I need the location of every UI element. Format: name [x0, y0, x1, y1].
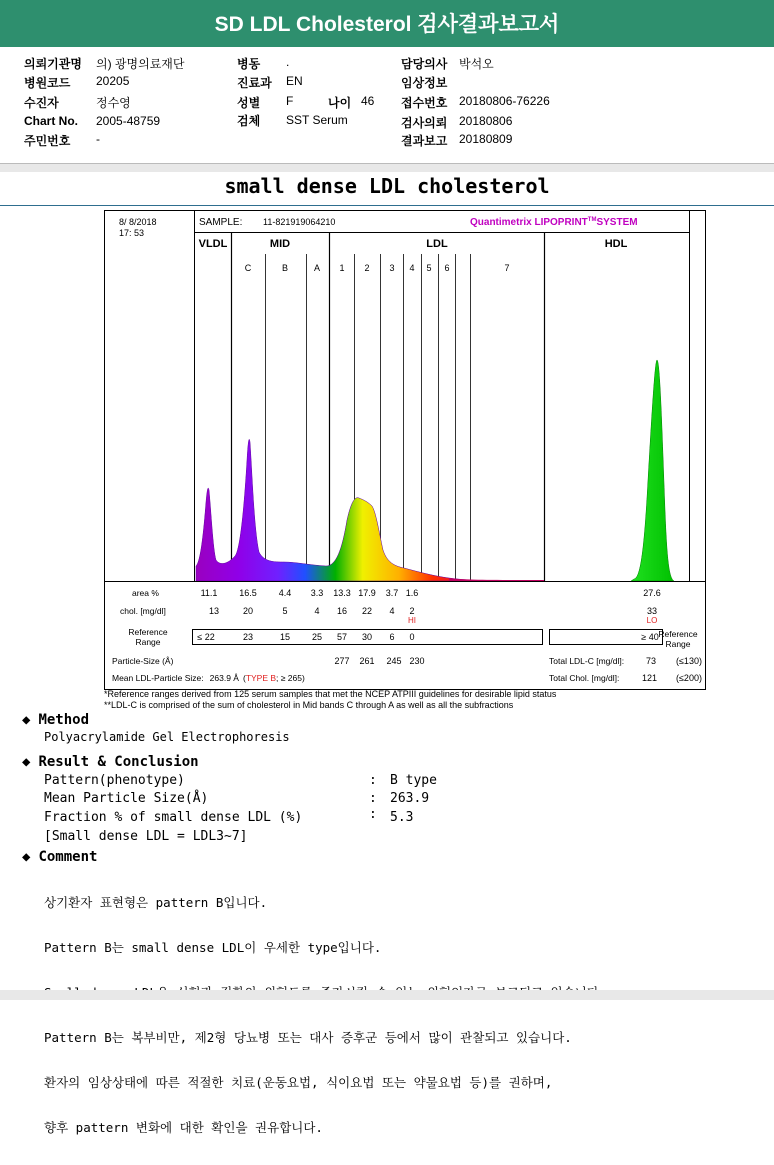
method-heading: Method	[38, 712, 90, 728]
band-c: C	[244, 263, 252, 273]
group-vldl: VLDL	[198, 238, 228, 250]
mean-size-value: 263.9	[390, 791, 430, 806]
chol-hdl: 33	[646, 606, 658, 616]
band-6: 6	[444, 263, 450, 273]
band-5: 5	[426, 263, 432, 273]
result-section	[22, 754, 437, 849]
patient-info	[0, 47, 774, 164]
group-hdl: HDL	[604, 238, 628, 250]
total-ldl-label: Total LDL-C [mg/dl]:	[549, 656, 625, 666]
chol-4: 2	[409, 606, 415, 616]
brand-name: Quantimetrix LIPOPRINT™SYSTEM	[470, 217, 638, 228]
value-institution: 의) 광명의료재단	[96, 57, 185, 71]
total-chol-ref: (≤200)	[676, 673, 702, 683]
ref-c: 23	[242, 632, 254, 642]
mean-size-label: Mean Particle Size(Å)	[44, 791, 209, 806]
section-underline	[0, 205, 774, 206]
ref-vldl: ≤ 22	[197, 632, 215, 642]
hi-flag: HI	[408, 616, 416, 625]
ref-label-right-2: Range	[665, 639, 691, 649]
mean-size: Mean LDL-Particle Size: 263.9 Å (TYPE B; ≥ 265)	[112, 673, 305, 683]
band-1: 1	[339, 263, 345, 273]
area-4: 1.6	[405, 588, 419, 598]
ref-hdl: ≥ 40	[641, 632, 659, 642]
comment-line: Pattern B는 small dense LDL이 우세한 type입니다.	[44, 940, 382, 955]
label-sex: 성별	[237, 96, 261, 110]
value-receipt-no: 20180806-76226	[459, 94, 550, 108]
total-ldl-ref: (≤130)	[676, 656, 702, 666]
colon: :	[369, 773, 377, 788]
chol-b: 5	[282, 606, 288, 616]
report-title: SD LDL Cholesterol 검사결과보고서	[0, 0, 774, 47]
value-sex: F	[286, 94, 294, 108]
lipoprint-report	[104, 210, 706, 690]
label-department: 진료과	[237, 76, 272, 90]
label-patient: 수진자	[24, 96, 59, 110]
label-chart-no: Chart No.	[24, 114, 78, 128]
value-chart-no: 2005-48759	[96, 114, 161, 128]
pattern-label: Pattern(phenotype)	[44, 773, 185, 788]
label-resident-no: 주민번호	[24, 134, 71, 148]
label-institution: 의뢰기관명	[24, 57, 82, 71]
ref-label-right-1: Reference	[658, 629, 698, 639]
band-b: B	[281, 263, 289, 273]
value-age: 46	[361, 94, 375, 108]
particle-label: Particle-Size (Å)	[112, 656, 174, 666]
value-ward: .	[286, 55, 290, 69]
footnote-1: *Reference ranges derived from 125 serum samples that met the NCEP ATPIII guidelines for desirable lipid status	[104, 689, 557, 699]
lo-flag: LO	[646, 616, 658, 625]
ref-b: 15	[279, 632, 291, 642]
chol-1: 16	[336, 606, 348, 616]
colon: :	[369, 791, 377, 806]
chol-vldl: 13	[208, 606, 220, 616]
label-age: 나이	[328, 96, 352, 110]
diamond-icon: ◆	[22, 712, 31, 728]
area-c: 16.5	[239, 588, 257, 598]
band-2: 2	[364, 263, 370, 273]
chol-a: 4	[314, 606, 320, 616]
ref-a: 25	[311, 632, 323, 642]
area-vldl: 11.1	[200, 588, 218, 598]
chol-2: 22	[361, 606, 373, 616]
area-label: area %	[132, 588, 159, 598]
chol-c: 20	[242, 606, 254, 616]
method-section	[22, 712, 290, 744]
value-patient: 정수영	[96, 96, 131, 110]
comment-line: 환자의 임상상태에 따른 적절한 치료(운동요법, 식이요법 또는 약물요법 등)를 권하며,	[44, 1075, 553, 1090]
diamond-icon: ◆	[22, 754, 31, 770]
ref-3: 6	[389, 632, 395, 642]
value-resident-no: -	[96, 132, 100, 146]
pattern-value: B type	[390, 773, 437, 788]
particle-2: 261	[359, 656, 375, 666]
particle-4: 230	[409, 656, 425, 666]
report-date: 8/ 8/2018	[119, 217, 157, 227]
fraction-label: Fraction % of small dense LDL (%)	[44, 810, 303, 825]
sample-label: SAMPLE:	[199, 217, 243, 228]
group-ldl: LDL	[426, 238, 448, 250]
ref-label-2: Range	[135, 637, 161, 647]
band-a: A	[313, 263, 321, 273]
area-hdl: 27.6	[643, 588, 661, 598]
small-dense-note: [Small dense LDL = LDL3~7]	[44, 829, 248, 844]
particle-1: 277	[334, 656, 350, 666]
method-text: Polyacrylamide Gel Electrophoresis	[44, 730, 290, 744]
fraction-value: 5.3	[390, 810, 414, 825]
value-result-report: 20180809	[459, 132, 513, 146]
label-hospital-code: 병원코드	[24, 76, 71, 90]
band-4: 4	[409, 263, 415, 273]
ref-2: 30	[361, 632, 373, 642]
comment-heading: Comment	[38, 849, 98, 865]
band-3: 3	[389, 263, 395, 273]
area-3: 3.7	[385, 588, 399, 598]
value-department: EN	[286, 74, 303, 88]
label-result-report: 결과보고	[401, 134, 448, 148]
area-2: 17.9	[358, 588, 376, 598]
bottom-bar	[0, 990, 774, 1000]
value-doctor: 박석오	[459, 57, 494, 71]
footnote-2: **LDL-C is comprised of the sum of cholesterol in Mid bands C through A as well as all the subfractions	[104, 700, 514, 710]
chol-3: 4	[389, 606, 395, 616]
area-1: 13.3	[333, 588, 351, 598]
comment-line: 상기환자 표현형은 pattern B입니다.	[44, 895, 268, 910]
footnotes	[104, 689, 556, 711]
band-7: 7	[504, 263, 510, 273]
comment-line: 향후 pattern 변화에 대한 확인을 권유합니다.	[44, 1120, 323, 1135]
label-ward: 병동	[237, 57, 261, 71]
ref-1: 57	[336, 632, 348, 642]
value-hospital-code: 20205	[96, 74, 130, 88]
area-b: 4.4	[278, 588, 292, 598]
section-title: small dense LDL cholesterol	[224, 174, 550, 198]
sample-value: 11-821919064210	[263, 217, 336, 227]
value-specimen: SST Serum	[286, 113, 348, 127]
label-specimen: 검체	[237, 114, 261, 128]
group-mid: MID	[269, 238, 291, 250]
result-heading: Result & Conclusion	[38, 754, 199, 770]
separator-bar	[0, 164, 774, 172]
total-chol-value: 121	[642, 673, 658, 683]
label-clinical-info: 임상정보	[401, 76, 448, 90]
particle-3: 245	[386, 656, 402, 666]
value-test-request: 20180806	[459, 114, 513, 128]
comment-section	[22, 849, 606, 1165]
label-doctor: 담당의사	[401, 57, 448, 71]
chol-label: chol. [mg/dl]	[120, 606, 166, 616]
ref-4: 0	[409, 632, 415, 642]
comment-line: Pattern B는 복부비만, 제2형 당뇨병 또는 대사 증후군 등에서 많이 관찰되고 있습니다.	[44, 1030, 572, 1045]
diamond-icon: ◆	[22, 849, 31, 865]
label-receipt-no: 접수번호	[401, 96, 448, 110]
colon: :	[369, 807, 377, 822]
area-a: 3.3	[310, 588, 324, 598]
total-chol-label: Total Chol. [mg/dl]:	[549, 673, 620, 683]
ref-label-1: Reference	[128, 627, 168, 637]
total-ldl-value: 73	[646, 656, 657, 666]
label-test-request: 검사의뢰	[401, 116, 448, 130]
report-time: 17: 53	[119, 228, 145, 238]
